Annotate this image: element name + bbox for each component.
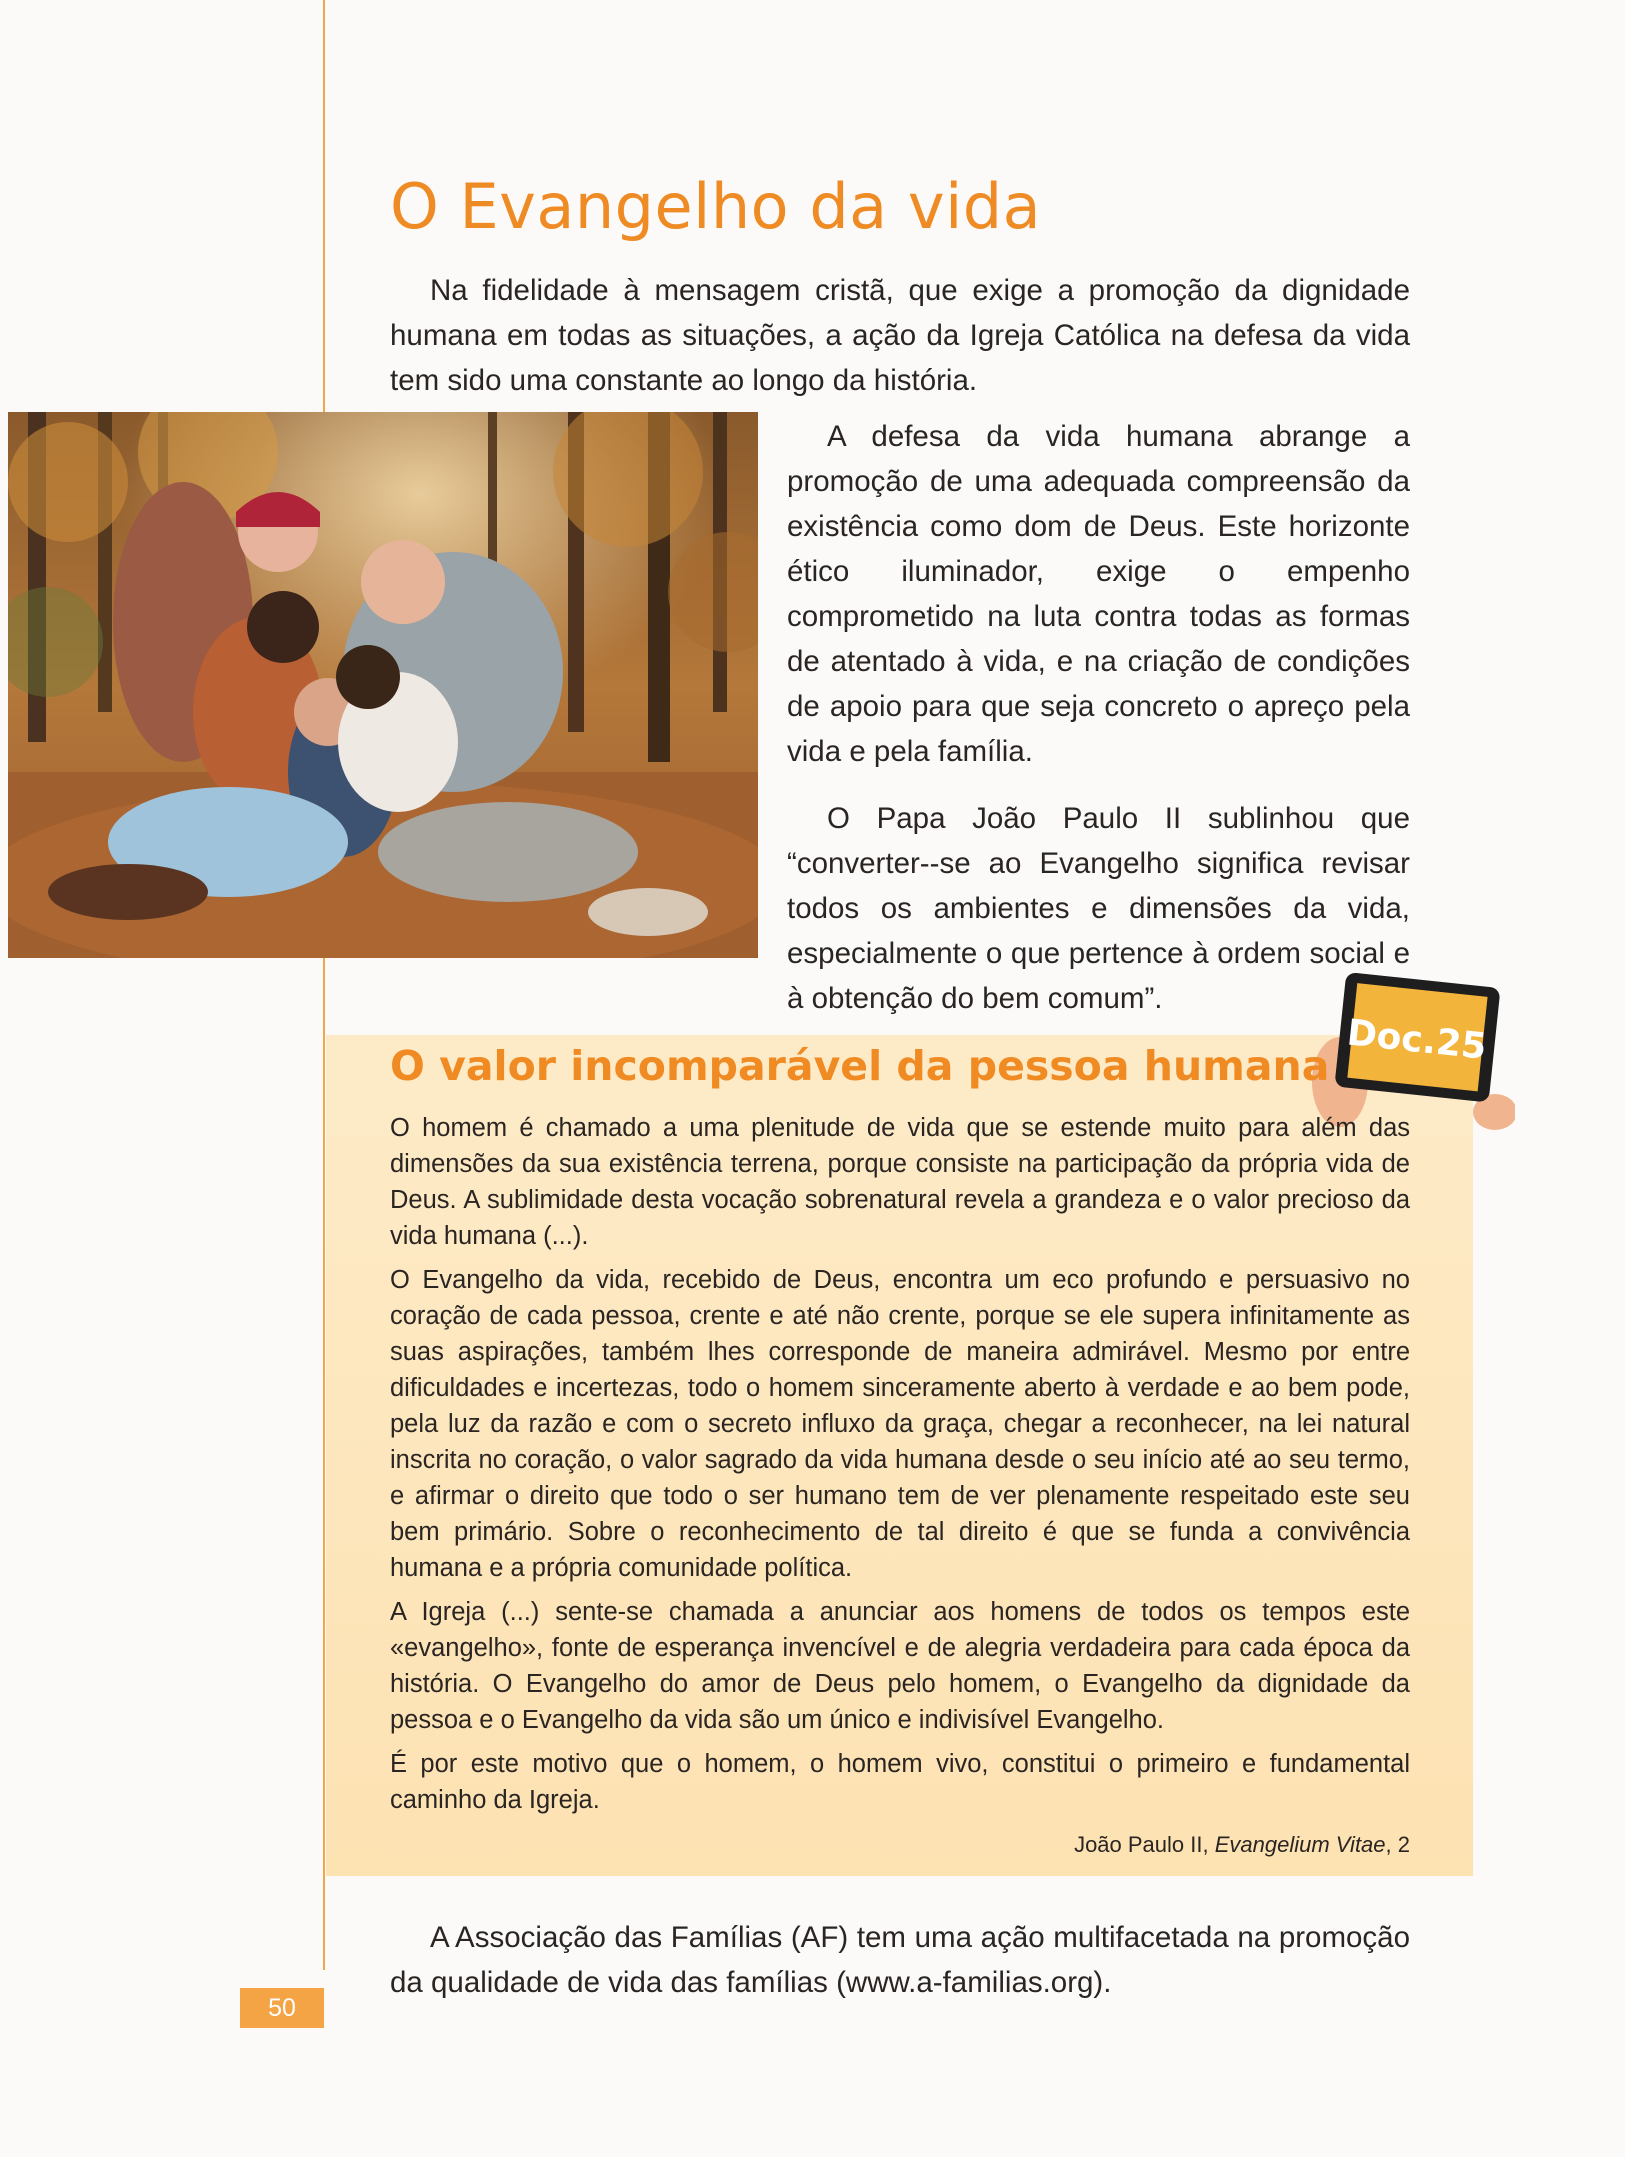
doc-badge-text: Doc.25	[1345, 1012, 1489, 1068]
family-photo-icon	[8, 412, 758, 958]
closing-paragraph: A Associação das Famílias (AF) tem uma ação multifacetada na promoção da qualidade de vida das famílias (www.a-familias.org).	[390, 1921, 1410, 1999]
document-paragraph: O Evangelho da vida, recebido de Deus, encontra um eco profundo e persuasivo no coração de cada pessoa, crente e até não crente, porque se ele supera infinitamente as suas aspirações, também lhes corresponde de maneira admirável. Mesmo por entre dificuldades e incertezas, todo o homem sinceramente aberto à verdade e ao bem pode, pela luz da razão e com o secreto influxo da graça, chegar a reconhecer, na lei natural inscrita no coração, o valor sagrado da vida humana desde o seu início até ao seu termo, e afirmar o direito que todo o ser humano tem de ver plenamente respeitado este seu bem primário. Sobre o reconhecimento de tal direito é que se funda a convivência humana e a própria comunidade política.	[390, 1266, 1410, 1582]
document-source	[1074, 1832, 1410, 1858]
intro-paragraph: Na fidelidade à mensagem cristã, que exige a promoção da dignidade humana em todas as situações, a ação da Igreja Católica na defesa da vida tem sido uma constante ao longo da história.	[390, 274, 1410, 397]
margin-line-bottom	[323, 958, 325, 1970]
margin-line-top	[323, 0, 325, 412]
document-paragraph: É por este motivo que o homem, o homem vivo, constitui o primeiro e fundamental caminho da Igreja.	[390, 1750, 1410, 1814]
document-paragraph: A Igreja (...) sente-se chamada a anunciar aos homens de todos os tempos este «evangelho», fonte de esperança invencível e de alegria verdadeira para cada época da história. O Evangelho do amor de Deus pelo homem, o Evangelho da dignidade da pessoa e o Evangelho da vida são um único e indivisível Evangelho.	[390, 1598, 1410, 1734]
family-photo	[8, 412, 758, 958]
source-work: Evangelium Vitae	[1214, 1832, 1386, 1857]
document-paragraph: O homem é chamado a uma plenitude de vida que se estende muito para além das dimensões da sua existência terrena, porque consiste na participação da própria vida de Deus. A sublimidade desta vocação sobrenatural revela a grandeza e o valor precioso da vida humana (...).	[390, 1114, 1410, 1250]
source-author: João Paulo II,	[1074, 1832, 1215, 1857]
page-number: 50	[240, 1988, 324, 2028]
source-ref: , 2	[1385, 1832, 1410, 1857]
right-paragraph: A defesa da vida humana abrange a promoção de uma adequada compreensão da existência como dom de Deus. Este horizonte ético iluminador, exige o empenho comprometido na luta contra todas as formas de atentado à vida, e na criação de condições de apoio para que seja concreto o apreço pela vida e pela família.	[787, 420, 1410, 768]
page-title: O Evangelho da vida	[390, 170, 1042, 243]
document-body	[390, 1110, 1410, 1826]
right-column	[787, 414, 1410, 1043]
document-title: O valor incomparável da pessoa humana	[390, 1042, 1330, 1090]
right-paragraph: O Papa João Paulo II sublinhou que “converter--se ao Evangelho significa revisar todos os ambientes e dimensões da vida, especialmente o que pertence à ordem social e à obtenção do bem comum”.	[787, 802, 1410, 1015]
